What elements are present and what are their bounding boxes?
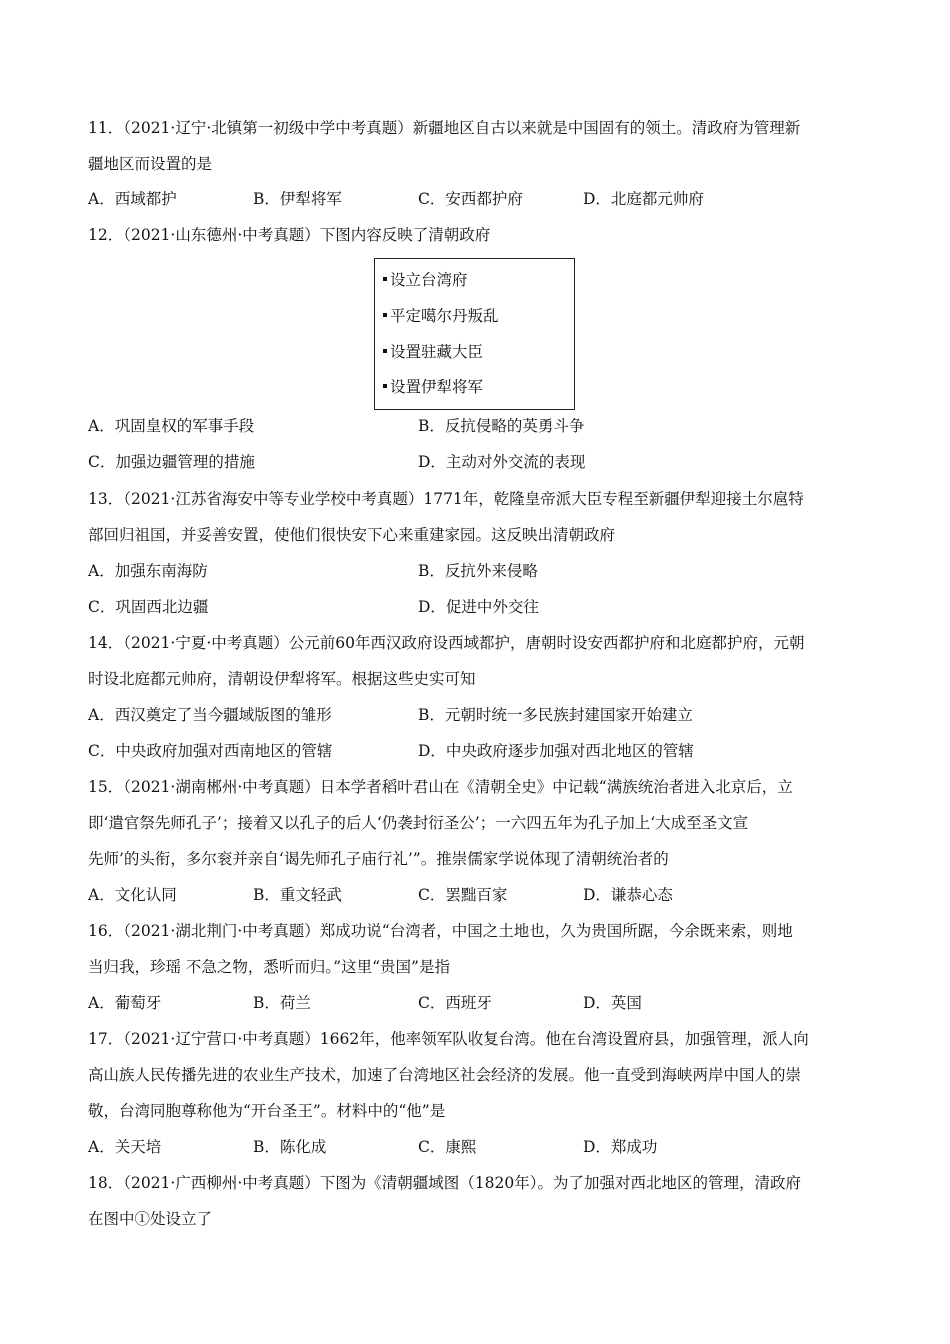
q17-stem-line-3: 敬，台湾同胞尊称他为“开台圣王”。材料中的“他”是 [88,1102,446,1120]
q16-option-c[interactable]: C．西班牙 [418,994,492,1012]
q12-option-d[interactable]: D．主动对外交流的表现 [418,453,586,471]
q15-option-d[interactable]: D．谦恭心态 [583,886,673,904]
q17-option-a[interactable]: A．关天培 [88,1138,162,1156]
bullet-icon [383,349,387,353]
q17-option-b[interactable]: B．陈化成 [253,1138,327,1156]
q11-option-a[interactable]: A．西域都护 [88,190,177,208]
q17-option-d[interactable]: D．郑成功 [583,1138,658,1156]
bullet-icon [383,384,387,388]
q12-option-b[interactable]: B．反抗侵略的英勇斗争 [418,417,585,435]
q16-stem-line-1: 16．（2021·湖北荆门·中考真题）郑成功说“台湾者，中国之土地也，久为贵国所踞，今余既来索，则地 [88,922,793,940]
q18-stem-line-1: 18．（2021·广西柳州·中考真题）下图为《清朝疆域图（1820年）。为了加强对西北地区的管理，清政府 [88,1174,801,1192]
q14-stem-line-2: 时设北庭都元帅府，清朝设伊犁将军。根据这些史实可知 [88,670,476,688]
bullet-icon [383,313,387,317]
q13-option-b[interactable]: B．反抗外来侵略 [418,562,538,580]
q16-option-b[interactable]: B．荷兰 [253,994,311,1012]
q11-option-d[interactable]: D．北庭都元帅府 [583,190,704,208]
q17-option-c[interactable]: C．康熙 [418,1138,477,1156]
q14-stem-line-1: 14．（2021·宁夏·中考真题）公元前60年西汉政府设西域都护，唐朝时设安西都护府和北庭都护府，元朝 [88,634,805,652]
q15-stem-line-3: 先师’的头衔，多尔衮并亲自‘谒先师孔子庙行礼’”。推崇儒家学说体现了清朝统治者的 [88,850,669,868]
q16-stem-line-2: 当归我，珍瑶 不急之物，悉听而归。”这里“贵国”是指 [88,958,450,976]
bullet-icon [383,277,387,281]
q11-stem-line-2: 疆地区而设置的是 [88,155,213,173]
q16-option-d[interactable]: D．英国 [583,994,642,1012]
q15-option-a[interactable]: A．文化认同 [88,886,177,904]
q17-stem-line-1: 17．（2021·辽宁营口·中考真题）1662年，他率领军队收复台湾。他在台湾设置府县，加强管理，派人向 [88,1030,809,1048]
q12-stem-line-1: 12．（2021·山东德州·中考真题）下图内容反映了清朝政府 [88,226,491,244]
q12-box-item: 设置伊犁将军 [383,377,483,397]
q13-option-a[interactable]: A．加强东南海防 [88,562,208,580]
q14-option-d[interactable]: D．中央政府逐步加强对西北地区的管辖 [418,742,694,760]
q12-box-item: 平定噶尔丹叛乱 [383,306,499,326]
q12-option-c[interactable]: C．加强边疆管理的措施 [88,453,255,471]
q18-stem-line-2: 在图中①处设立了 [88,1210,213,1228]
q12-figure-box [374,258,575,410]
q13-option-d[interactable]: D．促进中外交往 [418,598,539,616]
q14-option-b[interactable]: B．元朝时统一多民族封建国家开始建立 [418,706,693,724]
q13-stem-line-2: 部回归祖国，并妥善安置，使他们很快安下心来重建家园。这反映出清朝政府 [88,526,616,544]
q11-option-b[interactable]: B．伊犁将军 [253,190,342,208]
q12-option-a[interactable]: A．巩固皇权的军事手段 [88,417,255,435]
q11-stem-line-1: 11．（2021·辽宁·北镇第一初级中学中考真题）新疆地区自古以来就是中国固有的领土。清政府为管理新 [88,119,801,137]
q14-option-c[interactable]: C．中央政府加强对西南地区的管辖 [88,742,333,760]
q13-stem-line-1: 13．（2021·江苏省海安中等专业学校中考真题）1771年，乾隆皇帝派大臣专程至新疆伊犁迎接土尔扈特 [88,490,804,508]
q12-box-item: 设置驻藏大臣 [383,342,483,362]
q15-stem-line-1: 15．（2021·湖南郴州·中考真题）日本学者稻叶君山在《清朝全史》中记载“满族统治者进入北京后，立 [88,778,793,796]
q13-option-c[interactable]: C．巩固西北边疆 [88,598,209,616]
q16-option-a[interactable]: A．葡萄牙 [88,994,162,1012]
q12-box-item: 设立台湾府 [383,270,468,290]
q17-stem-line-2: 高山族人民传播先进的农业生产技术，加速了台湾地区社会经济的发展。他一直受到海峡两岸中国人的崇 [88,1066,802,1084]
q15-stem-line-2: 即‘遣官祭先师孔子’；接着又以孔子的后人‘仍袭封衍圣公’；一六四五年为孔子加上‘大成至圣文宣 [88,814,749,832]
q14-option-a[interactable]: A．西汉奠定了当今疆域版图的雏形 [88,706,332,724]
q15-option-b[interactable]: B．重文轻武 [253,886,342,904]
q11-option-c[interactable]: C．安西都护府 [418,190,523,208]
q15-option-c[interactable]: C．罢黜百家 [418,886,508,904]
